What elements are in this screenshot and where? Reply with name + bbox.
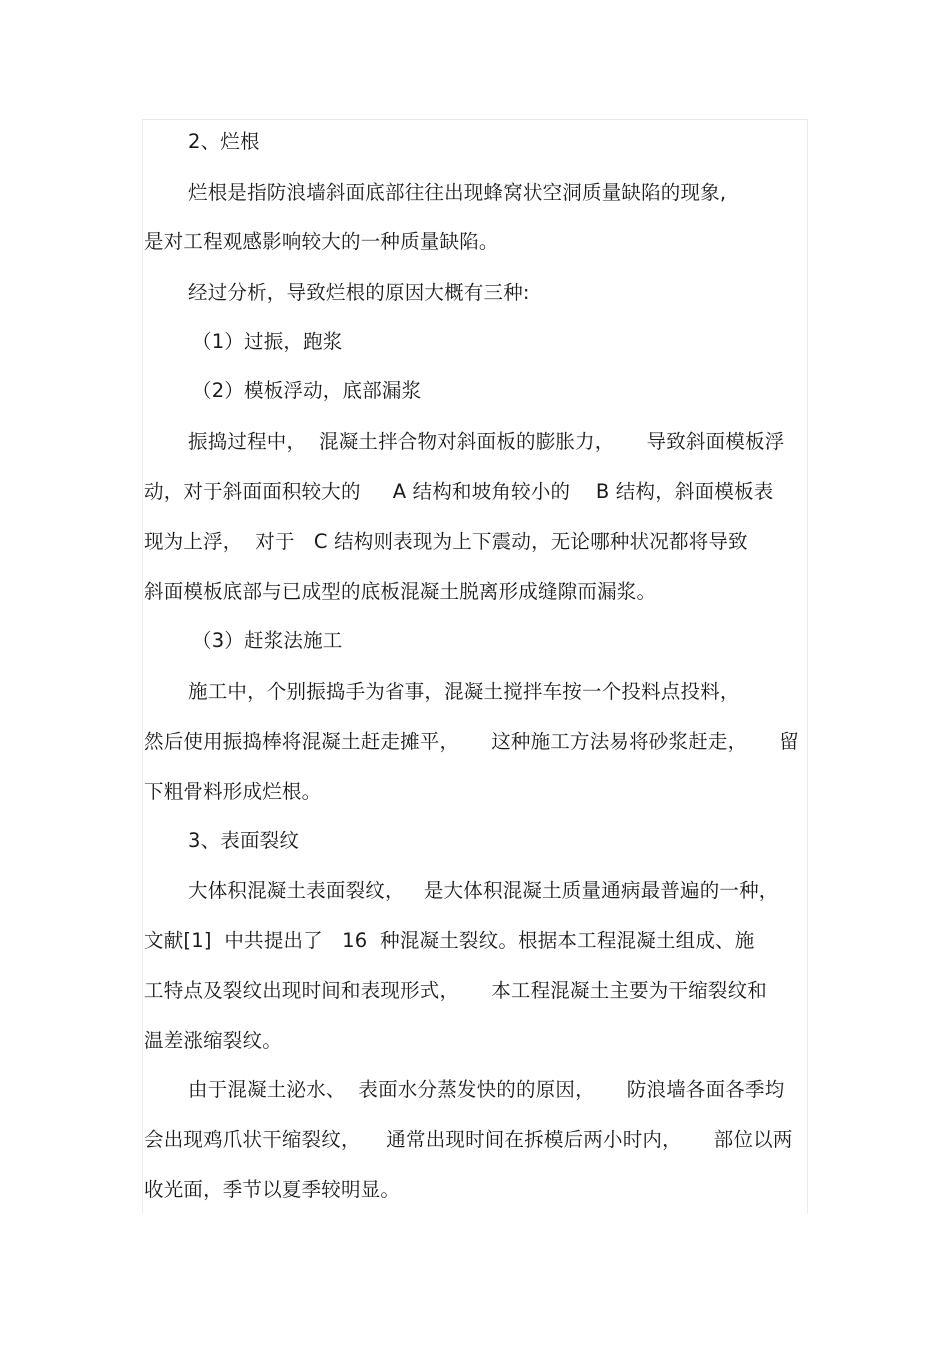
paragraph-line: 收光面，季节以夏季较明显。 [144, 1178, 401, 1201]
paragraph-line: 温差涨缩裂纹。 [144, 1029, 282, 1052]
paragraph-line: 工特点及裂纹出现时间和表现形式， 本工程混凝土主要为干缩裂纹和 [144, 979, 767, 1002]
paragraph-line: 现为上浮， 对于 C 结构则表现为上下震动，无论哪种状况都将导致 [144, 530, 748, 553]
paragraph-line: 由于混凝土泌水、 表面水分蒸发快的的原因， 防浪墙各面各季均 [188, 1078, 785, 1101]
list-item: （1）过振，跑浆 [192, 330, 343, 353]
section-heading-rotten-root: 2、烂根 [188, 130, 260, 153]
paragraph-line: 文献[1] 中共提出了 16 种混凝土裂纹。根据本工程混凝土组成、施 [144, 929, 755, 952]
paragraph-line: 下粗骨料形成烂根。 [144, 780, 322, 803]
paragraph-line: 是对工程观感影响较大的一种质量缺陷。 [144, 230, 499, 253]
paragraph-line: 会出现鸡爪状干缩裂纹， 通常出现时间在拆模后两小时内， 部位以两 [144, 1128, 793, 1151]
paragraph-line: 然后使用振捣棒将混凝土赶走摊平， 这种施工方法易将砂浆赶走， 留 [144, 730, 799, 753]
paragraph-line: 施工中，个别振捣手为省事，混凝土搅拌车按一个投料点投料， [188, 680, 740, 703]
list-item: （3）赶浆法施工 [192, 629, 343, 652]
paragraph-line: 振捣过程中， 混凝土拌合物对斜面板的膨胀力， 导致斜面模板浮 [188, 430, 785, 453]
paragraph-line: 大体积混凝土表面裂纹， 是大体积混凝土质量通病最普遍的一种， [188, 879, 779, 902]
list-item: （2）模板浮动，底部漏浆 [192, 379, 422, 402]
paragraph-line: 动，对于斜面面积较大的 A 结构和坡角较小的 B 结构，斜面模板表 [144, 480, 774, 503]
section-heading-surface-cracks: 3、表面裂纹 [188, 829, 300, 852]
paragraph-line: 经过分析，导致烂根的原因大概有三种: [188, 281, 530, 304]
paragraph-line: 烂根是指防浪墙斜面底部往往出现蜂窝状空洞质量缺陷的现象, [188, 181, 727, 204]
paragraph-line: 斜面模板底部与已成型的底板混凝土脱离形成缝隙而漏浆。 [144, 580, 657, 603]
